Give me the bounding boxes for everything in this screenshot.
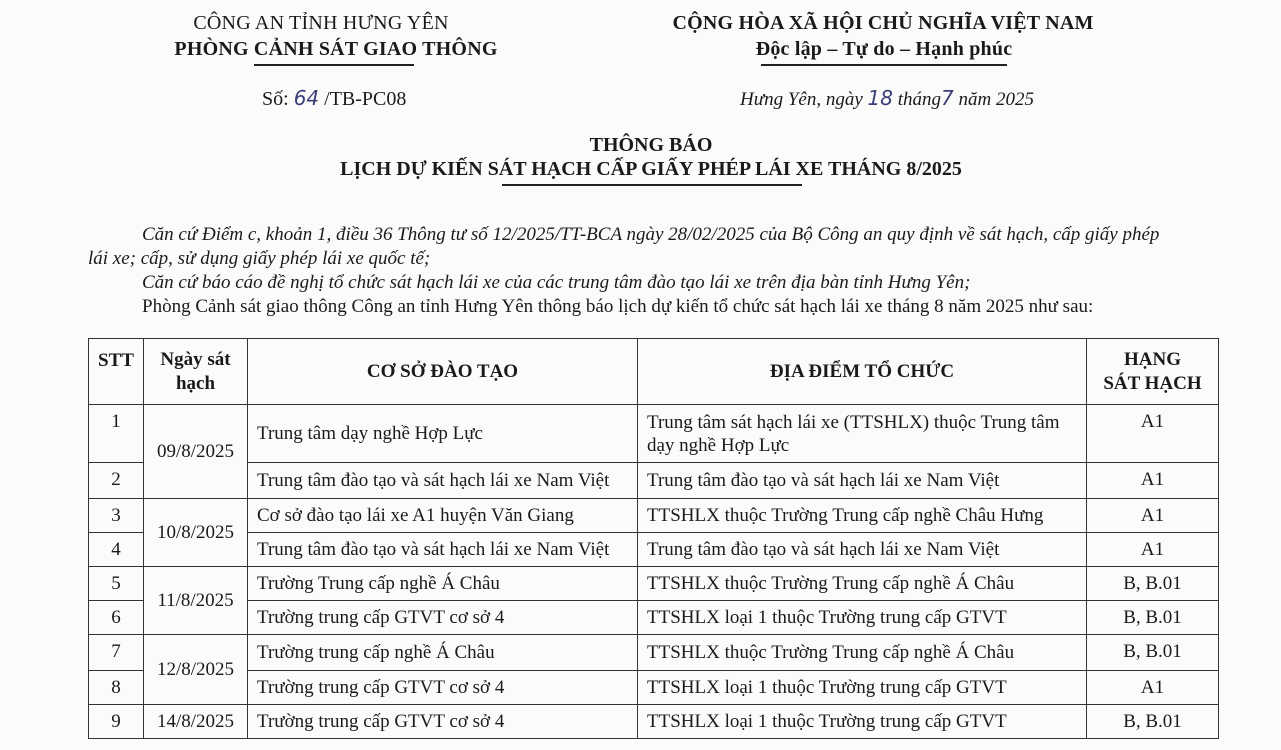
row-rank: B, B.01 [1087,567,1219,601]
date-month-label: tháng [897,89,942,110]
table-row [89,405,1219,463]
row-facility: Cơ sở đào tạo lái xe A1 huyện Văn Giang [248,499,638,533]
table-row [89,671,1219,705]
row-stt: 4 [89,533,144,567]
header-rank-line2: SÁT HẠCH [1103,372,1202,394]
header-rank-line1: HẠNG [1124,348,1181,370]
table-row [89,601,1219,635]
header-location: ĐỊA ĐIỂM TỔ CHỨC [638,339,1087,405]
notice-subtitle: LỊCH DỰ KIẾN SÁT HẠCH CẤP GIẤY PHÉP LÁI XE THÁNG 8/2025 [340,158,962,180]
row-location: Trung tâm đào tạo và sát hạch lái xe Nam Việt [638,533,1087,567]
row-facility: Trường trung cấp GTVT cơ sở 4 [248,705,638,739]
row-facility: Trường trung cấp GTVT cơ sở 4 [248,671,638,705]
table-row [89,463,1219,499]
row-facility: Trung tâm dạy nghề Hợp Lực [248,405,638,463]
row-stt: 8 [89,671,144,705]
row-stt: 9 [89,705,144,739]
row-exam-date: 14/8/2025 [144,705,248,739]
header-stt: STT [89,339,144,405]
row-rank: A1 [1087,405,1219,463]
row-location: Trung tâm đào tạo và sát hạch lái xe Nam Việt [638,463,1087,499]
row-exam-date: 12/8/2025 [144,635,248,705]
row-rank: A1 [1087,533,1219,567]
row-stt: 2 [89,463,144,499]
row-facility: Trung tâm đào tạo và sát hạch lái xe Nam Việt [248,463,638,499]
row-location: TTSHLX loại 1 thuộc Trường trung cấp GTVT [638,601,1087,635]
date-month-handwritten: 7 [941,86,954,110]
document-date [740,86,1034,111]
header-facility: CƠ SỞ ĐÀO TẠO [248,339,638,405]
row-stt: 5 [89,567,144,601]
row-rank: A1 [1087,499,1219,533]
row-rank: A1 [1087,671,1219,705]
exam-schedule-table [88,338,1219,739]
header-date-line1: Ngày sát [160,348,231,370]
row-stt: 3 [89,499,144,533]
doc-number-suffix: /TB-PC08 [324,88,407,110]
legal-basis-paragraph-1: Căn cứ Điểm c, khoản 1, điều 36 Thông tư số 12/2025/TT-BCA ngày 28/02/2025 của Bộ Công an quy định về sát hạch, cấp giấy phép [142,224,1160,245]
announcement-paragraph: Phòng Cảnh sát giao thông Công an tỉnh Hưng Yên thông báo lịch dự kiến tổ chức sát hạch lái xe tháng 8 năm 2025 như sau: [142,296,1094,317]
table-row [89,635,1219,671]
legal-basis-paragraph-2: Căn cứ báo cáo đề nghị tổ chức sát hạch lái xe của các trung tâm đào tạo lái xe trên địa bàn tỉnh Hưng Yên; [142,272,971,293]
row-stt: 6 [89,601,144,635]
row-location: TTSHLX loại 1 thuộc Trường trung cấp GTVT [638,705,1087,739]
row-rank: A1 [1087,463,1219,499]
row-location: TTSHLX thuộc Trường Trung cấp nghề Á Châu [638,567,1087,601]
row-facility: Trung tâm đào tạo và sát hạch lái xe Nam Việt [248,533,638,567]
row-location: TTSHLX thuộc Trường Trung cấp nghề Châu Hưng [638,499,1087,533]
table-row [89,499,1219,533]
header-exam-date [144,339,248,405]
republic-name: CỘNG HÒA XÃ HỘI CHỦ NGHĨA VIỆT NAM [672,12,1094,34]
row-rank: B, B.01 [1087,705,1219,739]
title-underline [502,184,802,186]
department-underline [254,64,414,66]
row-exam-date: 09/8/2025 [144,405,248,499]
row-exam-date: 10/8/2025 [144,499,248,567]
row-facility: Trường Trung cấp nghề Á Châu [248,567,638,601]
department-name: PHÒNG CẢNH SÁT GIAO THÔNG [174,38,498,60]
national-motto: Độc lập – Tự do – Hạnh phúc [755,38,1013,60]
date-day-handwritten: 18 [867,86,893,110]
row-rank: B, B.01 [1087,601,1219,635]
row-location: TTSHLX thuộc Trường Trung cấp nghề Á Châu [638,635,1087,671]
agency-name: CÔNG AN TỈNH HƯNG YÊN [193,12,449,34]
doc-number-handwritten: 64 [293,86,320,110]
row-stt: 1 [89,405,144,463]
motto-underline [761,64,1007,66]
date-year: năm 2025 [958,89,1034,110]
row-facility: Trường trung cấp nghề Á Châu [248,635,638,671]
row-location [638,405,1087,463]
table-row [89,567,1219,601]
row-exam-date: 11/8/2025 [144,567,248,635]
legal-basis-paragraph-1-cont: lái xe; cấp, sử dụng giấy phép lái xe quốc tế; [88,248,431,269]
header-date-line2: hạch [175,372,216,394]
row-rank: B, B.01 [1087,635,1219,671]
row-location-line2: dạy nghề Hợp Lực [647,434,790,456]
row-facility: Trường trung cấp GTVT cơ sở 4 [248,601,638,635]
date-place: Hưng Yên, ngày [740,89,863,110]
row-location-line1: Trung tâm sát hạch lái xe (TTSHLX) thuộc Trung tâm [647,411,1060,433]
doc-number-prefix: Số: [262,88,289,110]
header-rank [1087,339,1219,405]
document-number [262,86,406,111]
row-location: TTSHLX loại 1 thuộc Trường trung cấp GTVT [638,671,1087,705]
table-header-row [89,339,1219,405]
table-row [89,533,1219,567]
row-stt: 7 [89,635,144,671]
table-row [89,705,1219,739]
notice-title: THÔNG BÁO [589,134,713,156]
